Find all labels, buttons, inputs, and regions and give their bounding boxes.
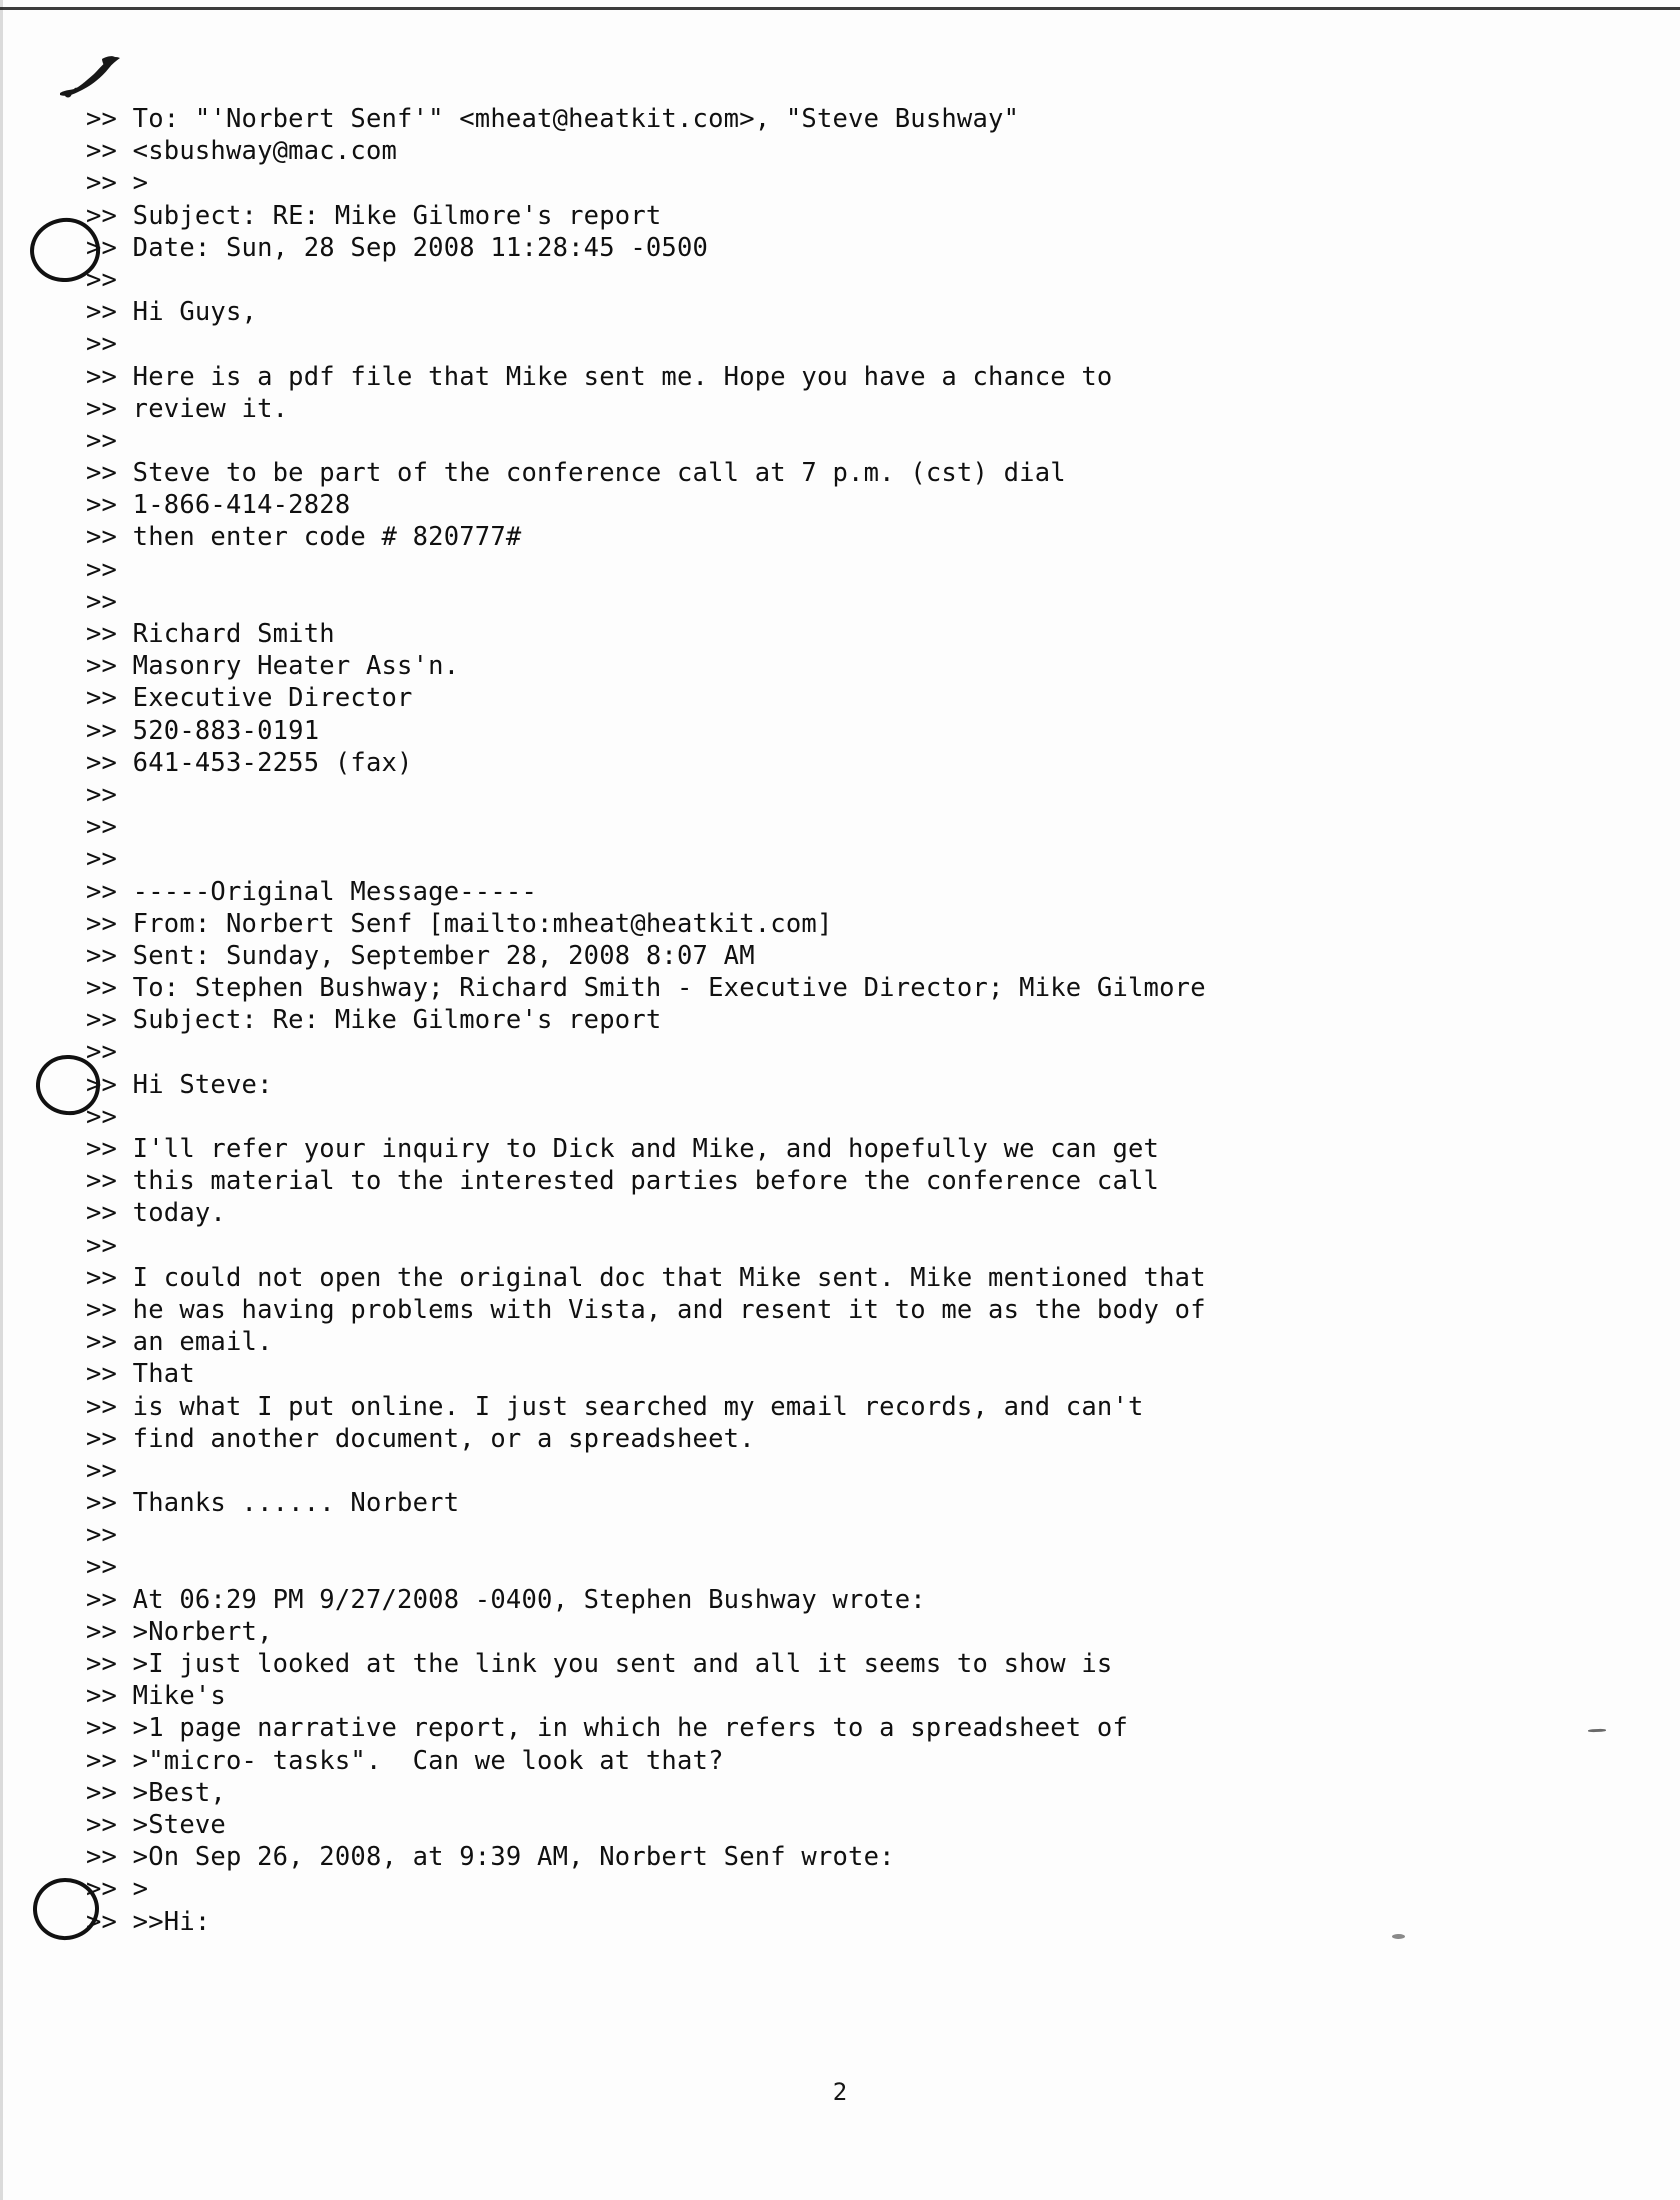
email-line: >> bbox=[86, 844, 118, 875]
email-line: >> Date: Sun, 28 Sep 2008 11:28:45 -0500 bbox=[86, 232, 709, 263]
email-line: >> Executive Director bbox=[86, 683, 413, 714]
email-line: >> Mike's bbox=[86, 1681, 226, 1712]
email-line: >> Thanks ...... Norbert bbox=[86, 1488, 460, 1519]
email-line: >> he was having problems with Vista, and resent it to me as the body of bbox=[86, 1294, 1206, 1325]
email-line: >> today. bbox=[86, 1198, 226, 1229]
email-line: >> bbox=[86, 425, 118, 456]
email-line: >> bbox=[86, 1520, 118, 1551]
email-line: >> Hi Steve: bbox=[86, 1069, 273, 1100]
scan-edge-left-border bbox=[0, 0, 3, 2200]
email-line: >> >1 page narrative report, in which he refers to a spreadsheet of bbox=[86, 1713, 1129, 1744]
email-line: >> this material to the interested parties before the conference call bbox=[86, 1166, 1160, 1197]
email-line: >> bbox=[86, 1230, 118, 1261]
email-line: >> find another document, or a spreadsheet. bbox=[86, 1423, 755, 1454]
scan-speck-artifact bbox=[1588, 1729, 1606, 1733]
email-line: >> Sent: Sunday, September 28, 2008 8:07 AM bbox=[86, 940, 755, 971]
email-line: >> bbox=[86, 1037, 118, 1068]
email-line: >> Hi Guys, bbox=[86, 297, 258, 328]
email-line: >> > bbox=[86, 1874, 149, 1905]
email-line: >> 641-453-2255 (fax) bbox=[86, 747, 413, 778]
email-line: >> Subject: Re: Mike Gilmore's report bbox=[86, 1005, 662, 1036]
email-line: >> >Best, bbox=[86, 1777, 226, 1808]
email-line: >> >Norbert, bbox=[86, 1616, 273, 1647]
email-line: >> bbox=[86, 1101, 118, 1132]
page-number: 2 bbox=[832, 2078, 848, 2106]
email-thread-body bbox=[86, 103, 1566, 1938]
email-line: >> bbox=[86, 264, 118, 295]
email-line: >> Richard Smith bbox=[86, 619, 335, 649]
email-line: >> >I just looked at the link you sent and all it seems to show is bbox=[86, 1649, 1113, 1679]
email-line: >> bbox=[86, 586, 118, 617]
email-line: >> bbox=[86, 812, 118, 843]
email-line: >> To: "'Norbert Senf'" <mheat@heatkit.com>, "Steve Bushway" bbox=[86, 104, 1020, 134]
email-line: >> >On Sep 26, 2008, at 9:39 AM, Norbert Senf wrote: bbox=[86, 1842, 895, 1873]
email-line: >> <sbushway@mac.com bbox=[86, 136, 398, 167]
email-line: >> To: Stephen Bushway; Richard Smith - Executive Director; Mike Gilmore bbox=[86, 973, 1206, 1004]
email-line: >> >>Hi: bbox=[86, 1906, 211, 1937]
email-line: >> >Steve bbox=[86, 1809, 226, 1840]
email-line: >> At 06:29 PM 9/27/2008 -0400, Stephen Bushway wrote: bbox=[86, 1584, 926, 1615]
scan-edge-top-border bbox=[0, 7, 1680, 10]
email-line: >> -----Original Message----- bbox=[86, 876, 538, 907]
email-line: >> bbox=[86, 1552, 118, 1583]
email-line: >> I'll refer your inquiry to Dick and Mike, and hopefully we can get bbox=[86, 1134, 1160, 1164]
email-line: >> Masonry Heater Ass'n. bbox=[86, 651, 460, 682]
email-line: >> bbox=[86, 1455, 118, 1486]
email-line: >> an email. bbox=[86, 1327, 273, 1358]
email-line: >> > bbox=[86, 168, 149, 199]
email-line: >> That bbox=[86, 1359, 195, 1390]
email-line: >> 1-866-414-2828 bbox=[86, 490, 351, 521]
email-line: >> Here is a pdf file that Mike sent me. Hope you have a chance to bbox=[86, 361, 1113, 392]
email-line: >> then enter code # 820777# bbox=[86, 522, 522, 553]
email-line: >> bbox=[86, 779, 118, 810]
email-line: >> Subject: RE: Mike Gilmore's report bbox=[86, 200, 662, 231]
email-line: >> bbox=[86, 554, 118, 585]
email-line: >> I could not open the original doc that Mike sent. Mike mentioned that bbox=[86, 1262, 1206, 1293]
email-line: >> Steve to be part of the conference call at 7 p.m. (cst) dial bbox=[86, 458, 1066, 489]
email-line: >> is what I put online. I just searched my email records, and can't bbox=[86, 1391, 1144, 1422]
email-line: >> From: Norbert Senf [mailto:mheat@heatkit.com] bbox=[86, 908, 833, 939]
email-line: >> bbox=[86, 329, 118, 360]
email-line: >> review it. bbox=[86, 393, 289, 424]
email-line: >> >"micro- tasks". Can we look at that? bbox=[86, 1745, 724, 1776]
email-line: >> 520-883-0191 bbox=[86, 715, 320, 746]
